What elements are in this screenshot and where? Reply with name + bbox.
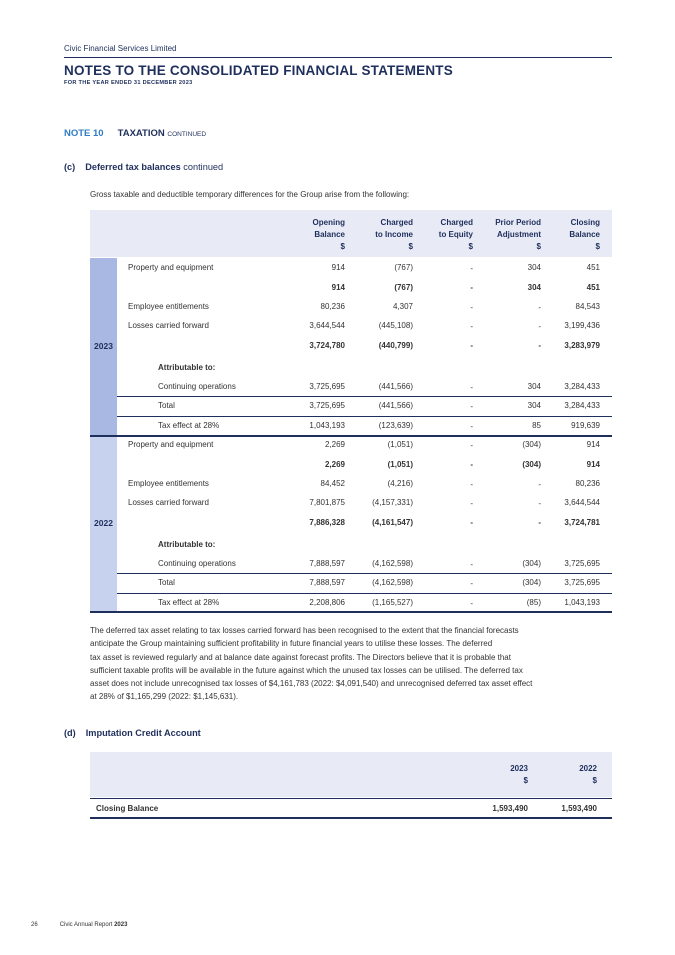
row-divider-2022-1 [117,573,612,574]
cell-losses-carried-forward-prior-period-adjustment: - [538,499,541,508]
cell-property-and-equipment-charged-to-income: (1,051) [387,440,413,449]
ica-header-2022-line-1: 2022 [579,764,597,773]
cell-property-subtotal-prior-period-adjustment: 304 [527,283,541,292]
ica-header-rule [90,798,612,799]
row-label-total: Total [158,401,175,410]
row-label-tax-effect: Tax effect at 28% [158,421,220,430]
header-prior-period-adjustment-line-3: $ [536,242,541,251]
cell-employee-entitlements-prior-period-adjustment: - [538,480,541,489]
cell-total-prior-period-adjustment: (304) [522,578,541,587]
ica-bottom-rule [90,817,612,819]
header-divider [64,57,612,58]
cell-property-subtotal-opening-balance: 914 [331,283,345,292]
page-subtitle: FOR THE YEAR ENDED 31 DECEMBER 2023 [64,80,193,86]
page-footer [31,922,127,928]
cell-losses-carried-forward-opening-balance: 3,644,544 [309,321,345,330]
section-c-heading [64,162,223,172]
cell-continuing-operations-charged-to-income: (441,566) [378,382,413,391]
section-c-continued: continued [183,162,224,172]
cell-subtotal-prior-period-adjustment: - [538,518,541,527]
header-opening-balance-line-3: $ [340,242,345,251]
cell-total-opening-balance: 3,725,695 [309,401,345,410]
cell-continuing-operations-opening-balance: 7,888,597 [309,559,345,568]
note-heading [64,128,206,139]
cell-employee-entitlements-charged-to-equity: - [470,480,473,489]
cell-property-subtotal-closing-balance: 451 [586,283,600,292]
cell-continuing-operations-opening-balance: 3,725,695 [309,382,345,391]
cell-losses-carried-forward-closing-balance: 3,199,436 [564,321,600,330]
cell-losses-carried-forward-charged-to-equity: - [470,499,473,508]
cell-property-subtotal-charged-to-income: (767) [394,283,413,292]
year-label-2023: 2023 [94,341,113,351]
ica-closing-balance-2022: 1,593,490 [561,804,597,813]
header-charged-to-equity-line-1: Charged [440,218,473,227]
cell-tax-effect-charged-to-equity: - [470,422,473,431]
cell-continuing-operations-charged-to-equity: - [470,383,473,392]
cell-property-and-equipment-closing-balance: 451 [586,263,600,272]
row-divider-2022-2 [117,593,612,594]
company-name: Civic Financial Services Limited [64,44,177,53]
cell-losses-carried-forward-opening-balance: 7,801,875 [309,498,345,507]
cell-employee-entitlements-opening-balance: 84,452 [320,479,345,488]
cell-subtotal-closing-balance: 3,724,781 [564,518,600,527]
year-label-2022: 2022 [94,518,113,528]
row-label-losses-carried-forward: Losses carried forward [128,321,209,330]
cell-total-charged-to-equity: - [470,579,473,588]
header-charged-to-income-line-1: Charged [380,218,413,227]
paragraph-line: tax asset is reviewed regularly and at balance date against forecast profits. The Directors believe that it is probable that [90,652,511,662]
header-charged-to-income-line-3: $ [408,242,413,251]
cell-tax-effect-opening-balance: 1,043,193 [309,421,345,430]
cell-property-subtotal-prior-period-adjustment: (304) [522,460,541,469]
cell-employee-entitlements-charged-to-equity: - [470,303,473,312]
section-c-intro: Gross taxable and deductible temporary differences for the Group arise from the following: [90,190,410,199]
cell-subtotal-opening-balance: 7,886,328 [309,518,345,527]
ica-row-label: Closing Balance [96,804,159,813]
paragraph-line: asset does not include unrecognised tax losses of $4,161,783 (2022: $4,091,540) and unrecognised deferred tax asset effect [90,679,533,689]
header-prior-period-adjustment-line-1: Prior Period [495,218,541,227]
note-continued: CONTINUED [167,131,207,138]
ica-header-2023-line-2: $ [523,776,528,785]
ica-header-2023-line-1: 2023 [510,764,528,773]
paragraph-line: at 28% of $1,165,299 (2022: $1,145,631). [90,692,239,702]
cell-tax-effect-prior-period-adjustment: 85 [532,421,541,430]
report-name: Civic Annual Report [59,922,113,928]
ica-header-band [90,752,612,797]
header-charged-to-equity-line-2: to Equity [438,230,473,239]
cell-employee-entitlements-closing-balance: 80,236 [575,479,600,488]
cell-subtotal-opening-balance: 3,724,780 [309,341,345,350]
header-charged-to-equity-line-3: $ [468,242,473,251]
section-d-heading [64,728,201,738]
section-d-title: Imputation Credit Account [85,728,201,738]
cell-losses-carried-forward-charged-to-equity: - [470,322,473,331]
cell-property-and-equipment-charged-to-equity: - [470,441,473,450]
cell-subtotal-charged-to-income: (4,161,547) [372,518,413,527]
note-title: TAXATION [117,128,165,139]
cell-property-subtotal-closing-balance: 914 [586,460,600,469]
cell-total-charged-to-equity: - [470,402,473,411]
row-label-attributable-to: Attributable to: [158,540,216,549]
cell-continuing-operations-prior-period-adjustment: (304) [522,559,541,568]
paragraph-line: sufficient taxable profits will be available in the future against which the unused tax losses can be utilised. The deferred tax [90,665,523,675]
cell-losses-carried-forward-charged-to-income: (4,157,331) [372,498,413,507]
cell-losses-carried-forward-closing-balance: 3,644,544 [564,498,600,507]
cell-subtotal-closing-balance: 3,283,979 [564,341,600,350]
header-closing-balance-line-1: Closing [570,218,600,227]
ica-closing-balance-2023: 1,593,490 [492,804,528,813]
section-c-title: Deferred tax balances [85,162,181,172]
cell-continuing-operations-closing-balance: 3,284,433 [564,382,600,391]
row-label-property-and-equipment: Property and equipment [128,263,214,272]
year-bottom-rule-2023 [90,435,612,437]
header-closing-balance-line-3: $ [595,242,600,251]
cell-tax-effect-closing-balance: 919,639 [571,421,600,430]
header-charged-to-income-line-2: to Income [375,230,413,239]
cell-tax-effect-charged-to-income: (123,639) [378,421,413,430]
cell-total-closing-balance: 3,725,695 [564,578,600,587]
header-closing-balance-line-2: Balance [569,230,600,239]
cell-tax-effect-charged-to-income: (1,165,527) [372,598,413,607]
cell-employee-entitlements-opening-balance: 80,236 [320,302,345,311]
section-c-letter: (c) [64,162,76,172]
cell-subtotal-charged-to-equity: - [470,518,473,527]
cell-subtotal-charged-to-income: (440,799) [378,341,413,350]
note-number: NOTE 10 [64,128,104,139]
cell-total-opening-balance: 7,888,597 [309,578,345,587]
report-year: 2023 [114,922,128,928]
cell-continuing-operations-prior-period-adjustment: 304 [527,382,541,391]
cell-tax-effect-opening-balance: 2,208,806 [309,598,345,607]
cell-subtotal-charged-to-equity: - [470,341,473,350]
cell-continuing-operations-charged-to-income: (4,162,598) [372,559,413,568]
cell-property-subtotal-charged-to-equity: - [470,283,473,292]
cell-property-and-equipment-charged-to-equity: - [470,264,473,273]
cell-property-and-equipment-opening-balance: 2,269 [324,440,345,449]
paragraph-line: anticipate the Group maintaining sufficient profitability in future financial years to utilise these losses. The deferred [90,639,493,649]
cell-losses-carried-forward-prior-period-adjustment: - [538,322,541,331]
cell-property-and-equipment-prior-period-adjustment: 304 [527,263,541,272]
cell-total-charged-to-income: (441,566) [378,401,413,410]
row-label-property-and-equipment: Property and equipment [128,440,214,449]
cell-property-and-equipment-charged-to-income: (767) [394,263,413,272]
header-prior-period-adjustment-line-2: Adjustment [497,230,541,239]
row-label-employee-entitlements: Employee entitlements [128,302,209,311]
cell-property-subtotal-charged-to-income: (1,051) [387,460,413,469]
cell-tax-effect-prior-period-adjustment: (85) [526,598,541,607]
cell-continuing-operations-charged-to-equity: - [470,560,473,569]
cell-employee-entitlements-charged-to-income: 4,307 [392,302,413,311]
row-label-employee-entitlements: Employee entitlements [128,479,209,488]
cell-employee-entitlements-prior-period-adjustment: - [538,303,541,312]
year-bottom-rule-2022 [90,611,612,613]
cell-total-prior-period-adjustment: 304 [527,401,541,410]
cell-tax-effect-closing-balance: 1,043,193 [564,598,600,607]
paragraph-line: The deferred tax asset relating to tax losses carried forward has been recognised to the extent that the financial forecasts [90,626,519,635]
row-divider-2023-1 [117,396,612,397]
cell-property-subtotal-opening-balance: 2,269 [324,460,345,469]
row-label-total: Total [158,578,175,587]
cell-total-closing-balance: 3,284,433 [564,401,600,410]
row-label-continuing-operations: Continuing operations [158,559,236,568]
deferred-tax-paragraph [90,624,614,704]
cell-property-and-equipment-prior-period-adjustment: (304) [522,440,541,449]
cell-employee-entitlements-closing-balance: 84,543 [575,302,600,311]
section-d-letter: (d) [64,728,76,738]
cell-property-subtotal-charged-to-equity: - [470,460,473,469]
page-title: NOTES TO THE CONSOLIDATED FINANCIAL STATEMENTS [64,63,453,78]
header-opening-balance-line-1: Opening [312,218,345,227]
header-opening-balance-line-2: Balance [314,230,345,239]
cell-property-and-equipment-closing-balance: 914 [586,440,600,449]
cell-losses-carried-forward-charged-to-income: (445,108) [378,321,413,330]
ica-header-2022-line-2: $ [592,776,597,785]
cell-subtotal-prior-period-adjustment: - [538,341,541,350]
cell-property-and-equipment-opening-balance: 914 [331,263,345,272]
row-label-continuing-operations: Continuing operations [158,382,236,391]
cell-tax-effect-charged-to-equity: - [470,599,473,608]
cell-continuing-operations-closing-balance: 3,725,695 [564,559,600,568]
page-number: 26 [31,922,38,928]
row-divider-2023-2 [117,416,612,417]
cell-employee-entitlements-charged-to-income: (4,216) [387,479,413,488]
row-label-attributable-to: Attributable to: [158,363,216,372]
row-label-losses-carried-forward: Losses carried forward [128,498,209,507]
row-label-tax-effect: Tax effect at 28% [158,598,220,607]
cell-total-charged-to-income: (4,162,598) [372,578,413,587]
